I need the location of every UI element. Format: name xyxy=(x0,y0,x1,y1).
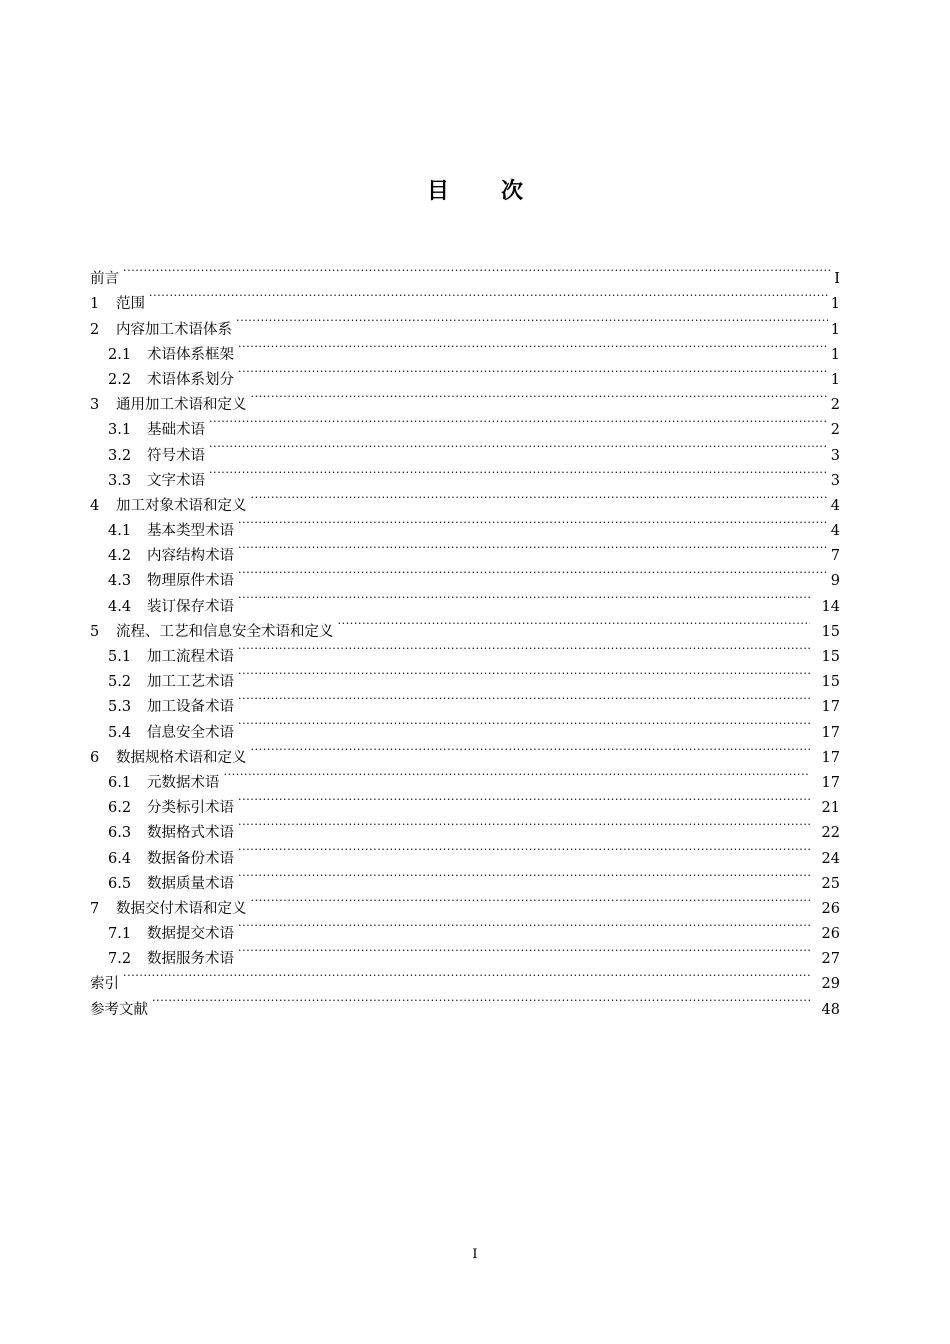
toc-entry-number: 6.1 xyxy=(108,774,132,791)
toc-entry-label: 内容结构术语 xyxy=(147,548,234,565)
toc-entry-label: 元数据术语 xyxy=(147,774,220,791)
toc-entry[interactable] xyxy=(90,258,840,288)
toc-entry-page: 1 xyxy=(830,296,840,313)
toc-entry-page: 26 xyxy=(821,926,840,943)
toc-entry-label: 数据格式术语 xyxy=(147,825,234,842)
toc-entry[interactable] xyxy=(90,988,840,1018)
table-of-contents xyxy=(90,258,840,1018)
toc-dot-leader xyxy=(238,661,810,686)
toc-entry-label: 加工流程术语 xyxy=(147,649,234,665)
toc-entry-page: 17 xyxy=(821,724,840,741)
toc-entry-page: 25 xyxy=(821,875,840,892)
toc-entry-page: 1 xyxy=(830,321,840,338)
toc-dot-leader xyxy=(238,913,810,938)
toc-entry-number: 7.1 xyxy=(108,926,132,943)
toc-dot-leader xyxy=(251,384,828,409)
toc-entry-page: 17 xyxy=(821,749,840,766)
toc-entry-number: 4.2 xyxy=(108,548,132,565)
toc-dot-leader xyxy=(238,359,828,384)
toc-entry-label: 装订保存术语 xyxy=(147,598,234,615)
toc-entry-label: 加工工艺术语 xyxy=(147,674,234,691)
page-number: I xyxy=(472,1247,478,1262)
toc-entry-page: 17 xyxy=(821,699,840,716)
toc-entry-number: 5.1 xyxy=(108,649,132,665)
toc-dot-leader xyxy=(238,560,828,585)
toc-dot-leader xyxy=(238,812,810,837)
toc-entry-page: 17 xyxy=(821,774,840,791)
toc-entry-page: 14 xyxy=(821,598,840,615)
toc-entry-label: 物理原件术语 xyxy=(147,573,234,590)
toc-dot-leader xyxy=(238,863,810,888)
toc-entry-label: 分类标引术语 xyxy=(147,800,234,817)
toc-dot-leader xyxy=(209,409,828,434)
toc-entry-page: 15 xyxy=(821,674,840,691)
toc-entry-number: 5.2 xyxy=(108,674,132,691)
toc-entry-page: 7 xyxy=(830,548,840,565)
toc-entry-label: 基本类型术语 xyxy=(147,523,234,540)
toc-entry-number: 4.3 xyxy=(108,573,132,590)
toc-dot-leader xyxy=(238,787,810,812)
toc-entry-label: 数据服务术语 xyxy=(147,951,234,968)
toc-entry-number: 6.3 xyxy=(108,825,132,842)
toc-entry-page: 4 xyxy=(830,523,840,540)
toc-entry-page: 48 xyxy=(821,1001,840,1018)
toc-entry-number: 3.2 xyxy=(108,447,132,464)
toc-dot-leader xyxy=(209,460,828,485)
toc-dot-leader xyxy=(236,308,828,333)
toc-entry-number: 1 xyxy=(90,296,100,313)
toc-entry-page: 27 xyxy=(821,951,840,968)
toc-entry-label: 符号术语 xyxy=(147,447,205,464)
toc-entry-label: 前言 xyxy=(90,271,119,288)
toc-entry-number: 6.5 xyxy=(108,875,132,892)
toc-dot-leader xyxy=(238,510,828,535)
toc-dot-leader xyxy=(224,762,811,787)
toc-entry-number: 4 xyxy=(90,497,100,514)
toc-entry-label: 索引 xyxy=(90,976,119,993)
toc-entry-label: 信息安全术语 xyxy=(147,724,234,741)
toc-entry-label: 加工对象术语和定义 xyxy=(116,497,247,514)
toc-entry-number: 6.4 xyxy=(108,850,132,867)
toc-entry-label: 数据交付术语和定义 xyxy=(116,900,247,917)
toc-entry-page: 4 xyxy=(830,497,840,514)
page-title-char-2: 次 xyxy=(501,179,524,204)
toc-entry-number: 2.1 xyxy=(108,346,132,363)
toc-entry-page: I xyxy=(834,271,840,288)
toc-entry[interactable] xyxy=(90,963,840,993)
toc-entry-page: 26 xyxy=(821,900,840,917)
toc-dot-leader xyxy=(149,283,828,308)
toc-dot-leader xyxy=(209,434,828,459)
toc-entry-label: 加工设备术语 xyxy=(147,699,234,716)
toc-entry-number: 3.3 xyxy=(108,472,132,489)
toc-entry-label: 流程、工艺和信息安全术语和定义 xyxy=(116,623,334,640)
toc-dot-leader xyxy=(238,535,828,560)
toc-entry-number: 6 xyxy=(90,749,100,766)
toc-entry-number: 6.2 xyxy=(108,800,132,817)
toc-entry-page: 15 xyxy=(821,623,840,640)
toc-dot-leader xyxy=(238,711,810,736)
toc-entry-page: 29 xyxy=(821,976,840,993)
toc-entry-number: 4.1 xyxy=(108,523,132,540)
toc-entry-page: 1 xyxy=(830,371,840,388)
toc-entry-number: 7.2 xyxy=(108,951,132,968)
toc-entry-page: 2 xyxy=(830,422,840,439)
toc-entry-page: 22 xyxy=(821,825,840,842)
toc-entry-label: 术语体系框架 xyxy=(147,346,234,363)
toc-entry-page: 9 xyxy=(830,573,840,590)
toc-entry-label: 数据规格术语和定义 xyxy=(116,749,247,766)
toc-dot-leader xyxy=(338,611,811,636)
toc-entry[interactable] xyxy=(90,308,840,338)
toc-entry-number: 3 xyxy=(90,397,100,414)
toc-entry-label: 术语体系划分 xyxy=(147,371,234,388)
toc-dot-leader xyxy=(251,485,828,510)
toc-dot-leader xyxy=(251,888,811,913)
toc-entry-number: 5.3 xyxy=(108,699,132,716)
toc-entry-number: 2.2 xyxy=(108,371,132,388)
toc-entry-number: 4.4 xyxy=(108,598,132,615)
toc-entry-number: 2 xyxy=(90,321,100,338)
toc-entry-number: 3.1 xyxy=(108,422,132,439)
toc-entry-label: 范围 xyxy=(116,296,145,313)
page-title xyxy=(0,174,950,205)
toc-dot-leader xyxy=(238,585,810,610)
toc-dot-leader xyxy=(238,686,810,711)
page-title-char-1: 目 xyxy=(426,179,449,204)
toc-entry-page: 1 xyxy=(830,346,840,363)
toc-dot-leader xyxy=(152,988,810,1013)
toc-entry-page: 3 xyxy=(830,447,840,464)
toc-entry-number: 5 xyxy=(90,623,100,640)
toc-entry-label: 参考文献 xyxy=(90,1001,148,1018)
toc-entry-label: 通用加工术语和定义 xyxy=(116,397,247,414)
toc-entry-label: 数据质量术语 xyxy=(147,875,234,892)
toc-entry-page: 3 xyxy=(830,472,840,489)
toc-entry-page: 15 xyxy=(821,649,840,665)
toc-dot-leader xyxy=(238,334,828,359)
toc-entry-page: 24 xyxy=(821,850,840,867)
toc-entry-number: 5.4 xyxy=(108,724,132,741)
toc-entry-page: 2 xyxy=(830,397,840,414)
toc-dot-leader xyxy=(238,938,810,963)
toc-entry[interactable] xyxy=(90,283,840,313)
toc-entry-label: 内容加工术语体系 xyxy=(116,321,232,338)
toc-dot-leader xyxy=(238,837,810,862)
toc-entry-label: 文字术语 xyxy=(147,472,205,489)
toc-entry-page: 21 xyxy=(821,800,840,817)
toc-dot-leader xyxy=(238,636,810,661)
toc-entry-label: 基础术语 xyxy=(147,422,205,439)
toc-entry-label: 数据备份术语 xyxy=(147,850,234,867)
toc-entry-number: 7 xyxy=(90,900,100,917)
toc-entry-label: 数据提交术语 xyxy=(147,926,234,943)
toc-dot-leader xyxy=(123,258,831,283)
toc-dot-leader xyxy=(251,737,811,762)
toc-dot-leader xyxy=(123,963,810,988)
